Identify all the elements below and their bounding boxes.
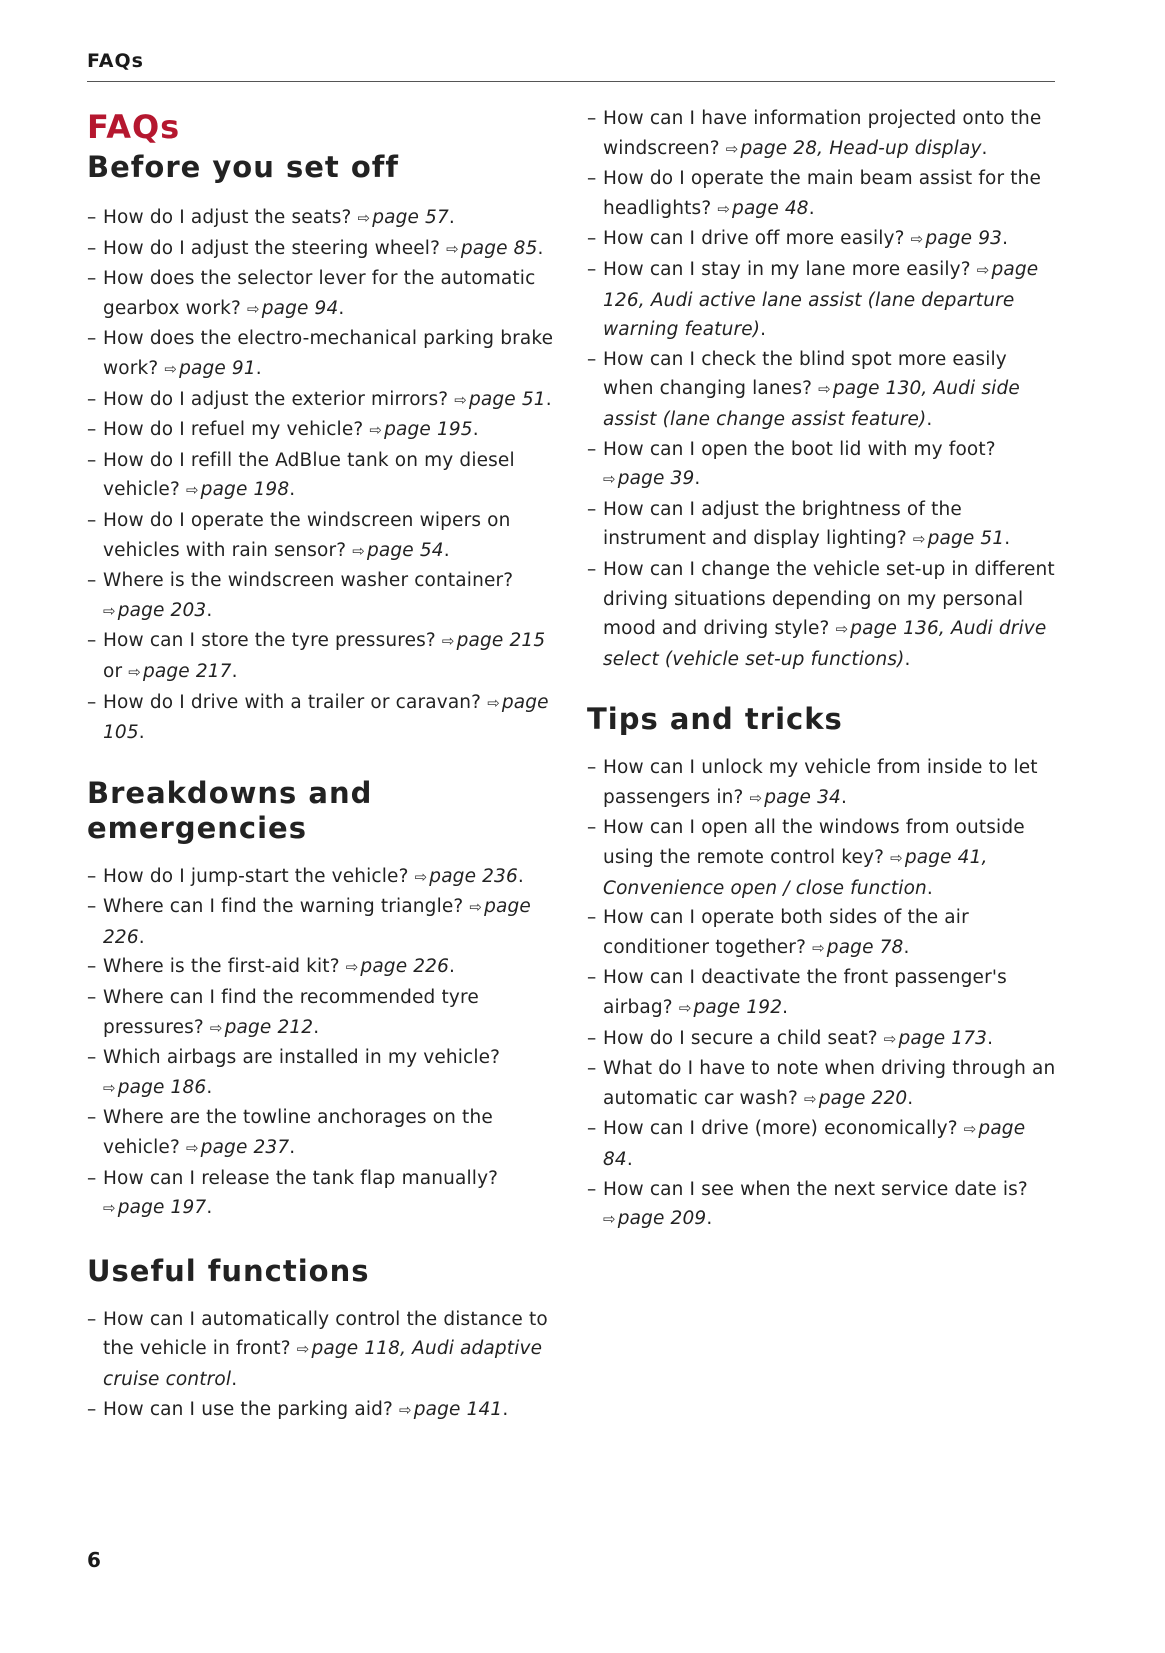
cross-reference-arrow-icon: ⇨ [103,601,116,620]
cross-reference-arrow-icon: ⇨ [890,849,903,868]
page-reference-link[interactable]: page 217 [142,660,232,682]
list-dash: – [587,967,597,989]
faq-question: Where can I find the recommended tyre pressures? [103,987,479,1038]
page-reference-link[interactable]: page 78 [826,936,904,958]
faq-question: How can I adjust the brightness of the instrument and display lighting? [603,498,962,550]
faq-question: How can I release the tank flap manually? [103,1167,499,1189]
faq-item: – Where is the first-aid kit? ⇨ page 226. [87,952,557,983]
list-dash: – [87,509,97,531]
page-reference-link[interactable]: page 93 [925,228,1003,250]
cross-reference-arrow-icon: ⇨ [185,481,199,500]
faq-item: – How do I refill the AdBlue tank on my diesel vehicle? ⇨ page 198. [87,446,557,506]
faq-list-breakdowns [87,862,557,1224]
list-dash: – [587,168,597,190]
page-reference-link[interactable]: page 130, Audi side assist (lane change assist feature) [603,378,1020,430]
cross-reference-arrow-icon: ⇨ [164,359,178,378]
faq-item: – Where are the towline anchorages on the vehicle? ⇨ page 237. [87,1103,557,1163]
faq-list-before-you-set-off [87,203,557,748]
cross-reference-arrow-icon: ⇨ [446,239,459,258]
faq-item: – How can I store the tyre pressures? ⇨ page 215 or ⇨ page 217. [87,626,557,687]
list-dash: – [87,237,97,259]
faq-item: – What do I have to note when driving through an automatic car wash? ⇨ page 220. [587,1054,1057,1114]
cross-reference-arrow-icon: ⇨ [352,541,366,560]
faq-question: How can I see when the next service date is? [603,1178,1028,1200]
faq-question: How can I unlock my vehicle from inside to let passengers in? [603,757,1038,808]
cross-reference-arrow-icon: ⇨ [883,1029,897,1048]
cross-reference-arrow-icon: ⇨ [209,1018,223,1037]
cross-reference-arrow-icon: ⇨ [912,530,926,549]
page-reference-link[interactable]: page 173 [898,1027,988,1049]
page-reference-link[interactable]: page 41, Convenience open / close function [603,847,988,899]
page-reference-link[interactable]: page 34 [764,786,841,808]
page-reference-link[interactable]: page 48 [732,197,809,219]
list-dash: – [587,228,597,250]
faq-item: – How can I release the tank flap manually? ⇨ page 197. [87,1164,557,1224]
faq-list-tips-and-tricks [587,753,1057,1235]
header-rule [87,81,1055,82]
cross-reference-arrow-icon: ⇨ [128,662,141,681]
cross-reference-arrow-icon: ⇨ [803,1089,817,1108]
page-title: FAQs [87,108,181,146]
faq-item: – How can I use the parking aid? ⇨ page 141. [87,1395,557,1426]
page-reference-link[interactable]: page 186 [117,1076,207,1098]
faq-question: How do I operate the main beam assist for the headlights? [603,168,1042,219]
list-dash: – [87,1047,97,1069]
cross-reference-arrow-icon: ⇨ [399,1400,412,1419]
left-column [87,104,557,1425]
list-dash: – [587,1027,597,1049]
faq-item: – Where can I find the recommended tyre pressures? ⇨ page 212. [87,983,557,1043]
cross-reference-arrow-icon: ⇨ [835,620,849,639]
page-reference-link[interactable]: page 57 [372,207,449,228]
faq-item: – Where is the windscreen washer container? ⇨ page 203. [87,566,557,626]
page-reference-link[interactable]: page 126, Audi active lane assist (lane departure warning feature) [603,258,1039,341]
page-reference-link[interactable]: page 94 [261,297,339,319]
list-dash: – [87,328,97,350]
cross-reference-arrow-icon: ⇨ [812,938,825,957]
cross-reference-arrow-icon: ⇨ [717,199,731,218]
cross-reference-arrow-icon: ⇨ [725,139,739,158]
cross-reference-arrow-icon: ⇨ [976,260,990,279]
cross-reference-arrow-icon: ⇨ [246,299,260,318]
section-title-before-you-set-off: Before you set off [87,150,399,184]
list-dash: – [87,630,97,652]
faq-item: – How do I jump-start the vehicle? ⇨ page 236. [87,862,557,893]
faq-question: How can I drive (more) economically? [603,1118,958,1140]
faq-item: – How can I open the boot lid with my foot? ⇨ page 39. [587,435,1057,495]
faq-question: How does the electro-mechanical parking brake work? [103,328,554,379]
faq-question: How do I jump-start the vehicle? [103,865,409,887]
page-reference-link[interactable]: page 195 [384,419,473,441]
list-dash: – [587,498,597,520]
faq-list-continued [587,104,1057,674]
faq-question: Which airbags are installed in my vehicle? [103,1047,501,1069]
faq-item: – How do I adjust the exterior mirrors? ⇨ page 51. [87,385,557,416]
faq-item: – How can I see when the next service date is? ⇨ page 209. [587,1175,1057,1235]
page-reference-link[interactable]: page 209 [617,1208,707,1230]
faq-item: – How do I adjust the steering wheel? ⇨ page 85. [87,234,557,265]
faq-item: – How do I drive with a trailer or caravan? ⇨ page 105. [87,688,557,748]
page-reference-link[interactable]: page 220 [818,1087,908,1109]
faq-question: How can I have information projected onto the windscreen? [603,108,1042,159]
faq-question: How do I refill the AdBlue tank on my diesel vehicle? [103,449,515,501]
faq-question: Where are the towline anchorages on the vehicle? [103,1107,493,1159]
running-header-title: FAQs [87,50,144,72]
list-dash: – [587,558,597,580]
page-reference-link[interactable]: page 54 [367,539,444,561]
faq-item: – How can I adjust the brightness of the instrument and display lighting? ⇨ page 51. [587,495,1057,555]
list-dash: – [587,348,597,370]
faq-item: – How does the electro-mechanical parking brake work? ⇨ page 91. [87,324,557,384]
cross-reference-arrow-icon: ⇨ [414,867,428,886]
faq-question: What do I have to note when driving through an automatic car wash? [603,1058,1056,1109]
page-reference-link[interactable]: page 226 [103,896,531,948]
faq-question: How can I open all the windows from outside using the remote control key? [603,817,1025,869]
list-dash: – [587,817,597,839]
list-dash: – [587,258,597,280]
page-reference-link[interactable]: page 141 [413,1398,503,1420]
faq-item: – How can I operate both sides of the air conditioner together? ⇨ page 78. [587,903,1057,963]
cross-reference-arrow-icon: ⇨ [749,788,763,807]
ref-separator: or [103,660,123,682]
faq-question: How do I adjust the seats? [103,207,352,228]
page-reference-link[interactable]: page 192 [693,997,783,1019]
list-dash: – [87,1308,97,1330]
cross-reference-arrow-icon: ⇨ [369,421,383,440]
faq-question: How do I operate the windscreen wipers on vehicles with rain sensor? [103,509,511,561]
list-dash: – [587,1058,597,1080]
faq-item: – How can I change the vehicle set-up in different driving situations depending on my personal mood and driving style? ⇨ page 136, Audi drive select (vehicle set-up functions). [587,555,1057,674]
cross-reference-arrow-icon: ⇨ [454,390,467,409]
list-dash: – [87,570,97,592]
page-reference-link[interactable]: page 51 [927,528,1005,550]
faq-question: How do I adjust the exterior mirrors? [103,388,449,410]
list-dash: – [87,691,97,713]
cross-reference-arrow-icon: ⇨ [103,1078,116,1097]
page-reference-link[interactable]: page 203 [117,599,207,621]
right-column [587,104,1057,1235]
section-title-useful-functions: Useful functions [87,1253,370,1288]
cross-reference-arrow-icon: ⇨ [910,230,924,249]
faq-item: – How do I secure a child seat? ⇨ page 173. [587,1024,1057,1055]
cross-reference-arrow-icon: ⇨ [296,1340,310,1359]
faq-question: Where is the first-aid kit? [103,956,340,978]
page-reference-link[interactable]: page 237 [200,1137,290,1159]
faq-question: How can I deactivate the front passenger's airbag? [603,967,1007,1019]
faq-question: How do I drive with a trailer or caravan? [103,691,482,713]
faq-question: How can I use the parking aid? [103,1398,393,1420]
faq-item: – How do I operate the main beam assist for the headlights? ⇨ page 48. [587,164,1057,224]
page-reference-link[interactable]: page 118, Audi adaptive cruise control [103,1338,543,1390]
faq-item: – How can I stay in my lane more easily? ⇨ page 126, Audi active lane assist (lane departure warning feature). [587,255,1057,345]
faq-question: How can I automatically control the distance to the vehicle in front? [103,1308,548,1360]
faq-question: Where can I find the warning triangle? [103,896,464,918]
cross-reference-arrow-icon: ⇨ [818,380,831,399]
list-dash: – [87,896,97,918]
page-reference-link[interactable]: page 91 [179,357,256,379]
faq-item: – How can I check the blind spot more easily when changing lanes? ⇨ page 130, Audi side assist (lane change assist feature). [587,345,1057,435]
faq-item: – How can I drive (more) economically? ⇨ page 84. [587,1114,1057,1174]
page-reference-link[interactable]: page 236 [429,865,518,887]
list-dash: – [87,987,97,1009]
cross-reference-arrow-icon: ⇨ [441,632,455,651]
page-reference-link[interactable]: page 39 [617,468,695,490]
faq-question: How do I refuel my vehicle? [103,419,364,441]
page-reference-link[interactable]: page 84 [603,1118,1026,1170]
faq-question: How can I check the blind spot more easily when changing lanes? [603,348,1007,400]
page-reference-link[interactable]: page 198 [200,479,290,501]
page-reference-link[interactable]: page 212 [224,1016,314,1038]
cross-reference-arrow-icon: ⇨ [603,1210,616,1229]
list-dash: – [587,757,597,779]
faq-item: – How do I adjust the seats? ⇨ page 57. [87,203,557,234]
faq-item: – How can I have information projected onto the windscreen? ⇨ page 28, Head-up display. [587,104,1057,164]
list-dash: – [87,268,97,290]
list-dash: – [87,207,97,228]
faq-item: – How can I automatically control the distance to the vehicle in front? ⇨ page 118, Audi adaptive cruise control. [87,1305,557,1395]
section-title-breakdowns: Breakdowns and emergencies [87,775,373,845]
faq-question: How can I operate both sides of the air conditioner together? [603,907,969,958]
cross-reference-arrow-icon: ⇨ [185,1139,199,1158]
list-dash: – [87,1107,97,1129]
cross-reference-arrow-icon: ⇨ [678,999,692,1018]
list-dash: – [87,956,97,978]
page-reference-link[interactable]: page 51 [469,388,546,410]
list-dash: – [587,907,597,929]
faq-list-useful-functions [87,1305,557,1425]
page-number: 6 [87,1548,101,1572]
faq-item: – Where can I find the warning triangle? ⇨ page 226. [87,892,557,952]
list-dash: – [587,438,597,460]
faq-item: – How can I unlock my vehicle from inside to let passengers in? ⇨ page 34. [587,753,1057,813]
list-dash: – [87,1167,97,1189]
faq-item: – Which airbags are installed in my vehicle? ⇨ page 186. [87,1043,557,1103]
faq-question: How can I store the tyre pressures? [103,630,436,652]
page-reference-link[interactable]: page 105 [103,691,549,744]
section-title-tips-and-tricks: Tips and tricks [587,702,843,737]
list-dash: – [587,108,597,129]
faq-question: How can I open the boot lid with my foot? [603,438,996,460]
faq-question: How do I adjust the steering wheel? [103,237,441,259]
faq-item: – How does the selector lever for the automatic gearbox work? ⇨ page 94. [87,264,557,324]
faq-question: How do I secure a child seat? [603,1027,878,1049]
faq-question: How can I change the vehicle set-up in different driving situations depending on my personal mood and driving style? [603,558,1055,640]
faq-item: – How do I operate the windscreen wipers on vehicles with rain sensor? ⇨ page 54. [87,506,557,566]
list-dash: – [87,388,97,410]
page-reference-link[interactable]: page 215 [456,630,546,652]
page-reference-link[interactable]: page 85 [460,237,538,259]
faq-item: – How can I drive off more easily? ⇨ page 93. [587,224,1057,255]
cross-reference-arrow-icon: ⇨ [469,898,483,917]
list-dash: – [87,1398,97,1420]
list-dash: – [87,865,97,887]
page-reference-link[interactable]: page 28, Head-up display [740,137,982,159]
page-reference-link[interactable]: page 226 [360,956,450,978]
cross-reference-arrow-icon: ⇨ [103,1199,116,1218]
page-reference-link[interactable]: page 197 [117,1197,207,1219]
faq-item: – How can I open all the windows from outside using the remote control key? ⇨ page 41, Convenience open / close function. [587,813,1057,903]
list-dash: – [587,1118,597,1140]
faq-question: How can I stay in my lane more easily? [603,258,971,280]
faq-item: – How can I deactivate the front passenger's airbag? ⇨ page 192. [587,963,1057,1023]
faq-item: – How do I refuel my vehicle? ⇨ page 195. [87,415,557,446]
faq-question: How does the selector lever for the automatic gearbox work? [103,268,536,319]
faq-question: How can I drive off more easily? [603,228,905,250]
list-dash: – [87,419,97,441]
page-reference-link[interactable]: page 136, Audi drive select (vehicle set-up functions) [603,618,1047,670]
cross-reference-arrow-icon: ⇨ [487,693,500,712]
cross-reference-arrow-icon: ⇨ [357,209,371,227]
cross-reference-arrow-icon: ⇨ [603,470,616,489]
list-dash: – [587,1178,597,1200]
cross-reference-arrow-icon: ⇨ [345,958,359,977]
list-dash: – [87,449,97,471]
faq-question: Where is the windscreen washer container? [103,570,514,592]
cross-reference-arrow-icon: ⇨ [963,1120,977,1139]
